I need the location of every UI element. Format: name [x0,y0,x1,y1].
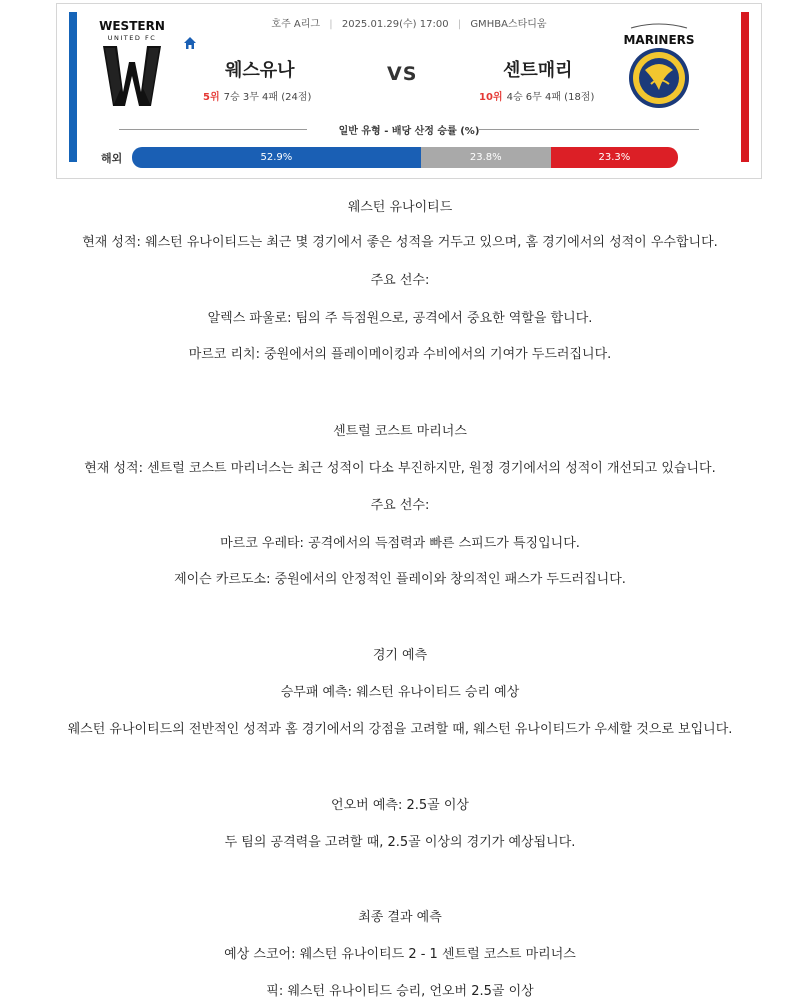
away-accent-bar [741,12,749,162]
home-team-record [203,88,311,103]
match-card [56,3,762,179]
odds-divider-right [479,129,699,130]
away-player-1: 마르코 우레타: 공격에서의 득점력과 빠른 스피드가 특징입니다. [220,536,580,551]
logo-wordmark: MARINERS [623,33,695,47]
home-team-name: 웨스유나 [225,60,295,81]
home-key-players-label: 주요 선수: [370,273,430,288]
home-team-form: 현재 성적: 웨스턴 유나이티드는 최근 몇 경기에서 좋은 성적을 거두고 있으며, 홈 경기에서의 성적이 우수합니다. [82,235,718,250]
home-icon [183,36,197,50]
odds-away-win-segment: 23.3% [551,147,678,168]
away-team-record [479,88,594,103]
result-prediction: 승무패 예측: 웨스턴 유나이티드 승리 예상 [280,685,520,700]
final-score: 예상 스코어: 웨스턴 유나이티드 2 - 1 센트럴 코스트 마리너스 [224,947,576,962]
odds-region-label: 해외 [101,152,123,165]
odds-bar [132,147,678,168]
home-accent-bar [69,12,77,162]
over-under-prediction: 언오버 예측: 2.5골 이상 [331,798,469,813]
match-datetime: 2025.01.29(수) 17:00 [341,19,449,30]
home-team-heading: 웨스턴 유나이티드 [347,200,453,215]
away-team-form: 현재 성적: 센트럴 코스트 마리너스는 최근 성적이 다소 부진하지만, 원정 경기에서의 성적이 개선되고 있습니다. [84,461,716,476]
result-reason: 웨스턴 유나이티드의 전반적인 성적과 홈 경기에서의 강점을 고려할 때, 웨스턴 유나이티드가 우세할 것으로 보입니다. [67,722,733,737]
home-player-2: 마르코 리치: 중원에서의 플레이메이킹과 수비에서의 기여가 두드러집니다. [188,347,612,362]
away-key-players-label: 주요 선수: [370,498,430,513]
separator: | [329,19,333,30]
home-player-1: 알렉스 파울로: 팀의 주 득점원으로, 공격에서 중요한 역할을 합니다. [207,311,593,326]
away-player-2: 제이슨 카르도소: 중원에서의 안정적인 플레이와 창의적인 패스가 두드러집니다. [174,572,626,587]
odds-home-win-segment: 52.9% [132,147,421,168]
western-united-logo-icon [99,18,165,110]
away-team-wdl: 4승 6무 4패 (18점) [506,92,595,103]
mariners-logo-icon [623,18,695,112]
venue-name: GMHBA스타디움 [470,19,547,30]
away-team-name: 센트매리 [503,60,573,81]
odds-draw-segment: 23.8% [421,147,551,168]
logo-wordmark: WESTERN [99,19,165,33]
over-under-reason: 두 팀의 공격력을 고려할 때, 2.5골 이상의 경기가 예상됩니다. [224,835,576,850]
prediction-heading: 경기 예측 [372,648,428,663]
away-team-heading: 센트럴 코스트 마리너스 [333,424,467,439]
league-name: 호주 A리그 [271,19,321,30]
away-team-rank: 10위 [479,92,503,103]
logo-subtitle: UNITED FC [107,34,157,42]
home-team-wdl: 7승 3무 4패 (24점) [223,92,312,103]
final-pick: 픽: 웨스턴 유나이티드 승리, 언오버 2.5골 이상 [266,984,534,999]
separator: | [457,19,462,30]
final-heading: 최종 결과 예측 [358,910,442,925]
odds-caption: 일반 유형 - 배당 산정 승률 (%) [338,126,480,137]
vs-label: VS [387,63,418,85]
home-team-rank: 5위 [203,92,220,103]
